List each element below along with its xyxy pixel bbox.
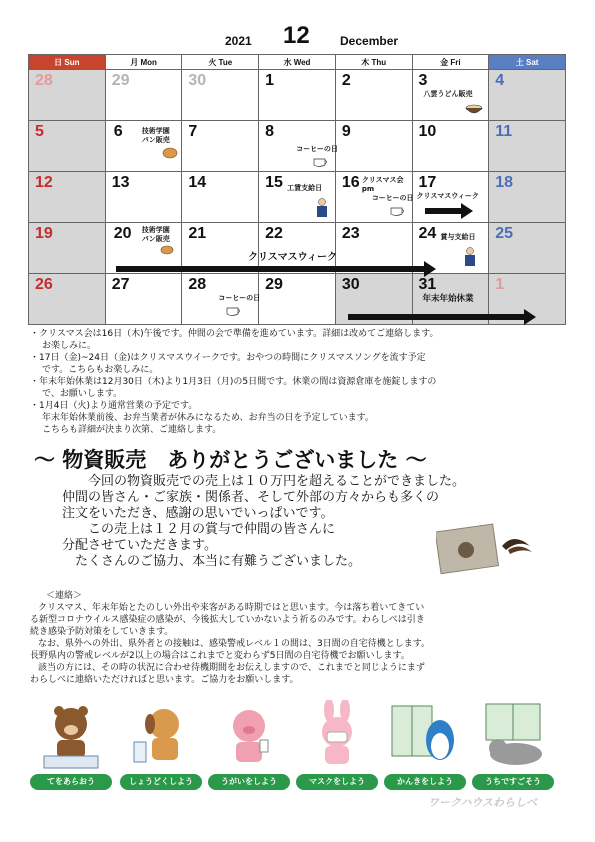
event-coffee-day: コーヒーの日 (296, 145, 338, 153)
footer-logo: ワークハウスわらしべ (428, 796, 538, 809)
day-cell (29, 172, 106, 223)
event-year-end-holiday: 年末年始休業 (422, 294, 474, 304)
weekday-thu: 木 Thu (335, 55, 412, 70)
day-cell (182, 70, 259, 121)
contact-line: 続き感染予防対策をしていきます。 (30, 627, 174, 637)
illustration-gargle (208, 700, 290, 790)
day-number: 8 (265, 123, 275, 140)
illustration-sanitize (120, 700, 202, 790)
contact-line: る新型コロナウイルス感染症の感染が、今後拡大していかないよう祈るのみです。わらしべは引き (30, 615, 425, 625)
event-coffee-day: コーヒーの日 (218, 294, 261, 302)
note-line: ・1月4日（火)より通常営業の予定です。 (30, 401, 198, 411)
day-number: 30 (341, 276, 360, 293)
day-number: 1 (265, 72, 275, 89)
day-number: 21 (188, 225, 207, 242)
event-christmas-party: クリスマス会 (361, 176, 404, 184)
week-row (29, 172, 566, 223)
contact-line: なお、県外への外出、県外者との接触は、感染警戒レベル１の間は、3日間の自宅待機とします。 (38, 639, 431, 649)
day-number: 28 (35, 72, 53, 89)
day-cell (29, 223, 106, 274)
contact-line: クリスマス、年末年始とたのしい外出や来客がある時期ではと思います。今は落ち着いてきてい (38, 603, 425, 613)
day-number: 17 (418, 174, 437, 191)
day-number: 12 (35, 174, 53, 191)
event-bread-sale: パン販売 (141, 235, 170, 243)
day-number: 11 (495, 123, 513, 140)
thanks-title: ～ 物資販売 ありがとうございました ～ (34, 448, 427, 472)
note-line: お楽しみに。 (42, 341, 97, 351)
day-number: 1 (495, 276, 505, 293)
note-line: で、お願いします。 (42, 389, 123, 399)
bread-icon (162, 147, 178, 159)
illustration-mask (296, 700, 378, 790)
day-cell (182, 172, 259, 223)
day-number: 10 (418, 123, 437, 140)
day-number: 29 (265, 276, 283, 293)
event-christmas-week-start: クリスマスウィーク (416, 192, 479, 200)
day-cell (29, 121, 106, 172)
day-cell (259, 70, 336, 121)
day-number: 24 (418, 225, 437, 242)
month-number: 12 (283, 22, 310, 49)
day-cell (335, 70, 412, 121)
note-line: 年末年始休業前後、お弁当業者が休みになるため、お弁当の日を予定しています。 (42, 413, 374, 423)
illustration-ventilate (384, 700, 466, 790)
weekday-mon: 月 Mon (105, 55, 182, 70)
event-coffee-day: コーヒーの日 (371, 194, 414, 202)
bear-washing-hands-icon (30, 700, 112, 772)
event-bonus-payday: 賞与支給日 (440, 233, 476, 241)
day-cell (182, 121, 259, 172)
day-cell (489, 70, 566, 121)
worker-icon (315, 198, 329, 218)
illustration-label: うがいをしよう (208, 774, 290, 790)
day-number: 9 (341, 123, 351, 140)
day-cell (489, 121, 566, 172)
illustration-stay-home (472, 700, 554, 790)
illustration-label: かんきをしよう (384, 774, 466, 790)
event-christmas-party-time: pm (361, 185, 375, 193)
day-number: 31 (418, 276, 437, 293)
contact-heading: ＜連絡＞ (46, 591, 83, 601)
day-cell (29, 274, 106, 325)
illustration-label: てをあらおう (30, 774, 112, 790)
month-name: December (340, 34, 399, 48)
day-cell (259, 172, 336, 223)
week-row (29, 70, 566, 121)
event-udon-sale: 八雲うどん販売 (423, 90, 473, 98)
thanks-line: たくさんのご協力、本当に有難うございました。 (75, 554, 362, 569)
day-number: 23 (341, 225, 360, 242)
day-cell (489, 223, 566, 274)
year-end-holiday-arrow (348, 314, 524, 320)
bread-icon (160, 245, 174, 255)
weekday-sat: 土 Sat (489, 55, 566, 70)
day-number: 29 (111, 72, 130, 89)
christmas-week-arrow (116, 266, 424, 272)
day-number: 22 (265, 225, 283, 242)
day-number: 3 (418, 72, 428, 89)
calendar-header (0, 22, 595, 52)
weekday-sun: 日 Sun (29, 55, 106, 70)
contact-line: わらしべに連絡いただければと思います。ご協力をお願いします。 (30, 675, 299, 685)
note-line: こちらも詳細が決まり次第、ご連絡します。 (42, 425, 222, 435)
udon-bowl-icon (465, 102, 483, 116)
illustration-wash-hands (30, 700, 112, 790)
day-number: 4 (495, 72, 505, 89)
thanks-line: 仲間の皆さん・ご家族・関係者、そして外部の方々からも多くの (62, 490, 440, 505)
christmas-week-arrow-short (425, 208, 461, 214)
penguin-window-icon (384, 700, 466, 772)
worker-icon (463, 247, 477, 267)
week-row (29, 121, 566, 172)
note-line: ・年末年始休業は12月30日（木)より1月3日（月)の5日間です。休業の間は資源倉庫を施錠しますの (30, 377, 437, 387)
year-label: 2021 (225, 34, 252, 48)
calendar-grid (28, 54, 566, 324)
contact-line: 該当の方には、その時の状況に合わせ待機期間をお伝えしますので、これまでと同じようにまず (38, 663, 425, 673)
coffee-cup-icon (226, 306, 242, 317)
day-cell (105, 274, 182, 325)
event-wage-payday: 工賃支給日 (287, 184, 323, 192)
christmas-week-label: クリスマスウィーク (248, 252, 337, 263)
contact-section (30, 590, 578, 686)
day-cell (412, 172, 489, 223)
illustration-label: しょうどくしよう (120, 774, 202, 790)
thanks-line: 注文をいただき、感謝の思いでいっぱいです。 (62, 506, 334, 521)
day-cell (412, 121, 489, 172)
day-number: 18 (495, 174, 514, 191)
day-number: 19 (35, 225, 53, 242)
thanks-line: この売上は１２月の賞与で仲間の皆さんに (88, 522, 336, 537)
day-number: 30 (188, 72, 207, 89)
weekday-tue: 火 Tue (182, 55, 259, 70)
event-bread-sale-org: 技術学園 (141, 127, 170, 135)
thanks-line: 今回の物資販売での売上は１０万円を超えることができました。 (88, 474, 466, 489)
note-line: です。こちらもお楽しみに。 (42, 365, 159, 375)
day-number: 28 (188, 276, 207, 293)
day-cell (259, 121, 336, 172)
sale-goods-photo (436, 520, 536, 578)
day-number: 7 (188, 123, 198, 140)
pig-gargle-icon (208, 700, 290, 772)
thanks-line: 分配させていただきます。 (62, 538, 217, 553)
day-number: 14 (188, 174, 207, 191)
illustration-label: マスクをしよう (296, 774, 378, 790)
coffee-cup-icon (313, 157, 329, 168)
day-number: 15 (265, 174, 283, 191)
event-bread-sale-org: 技術学園 (141, 226, 170, 234)
day-cell (105, 121, 182, 172)
illustration-label: うちですごそう (472, 774, 554, 790)
day-cell (29, 70, 106, 121)
event-bread-sale: パン販売 (141, 136, 170, 144)
rabbit-mask-icon (296, 700, 378, 772)
contact-line: 長野県内の警戒レベルが2以上の場合はこれまでと変わらず5日間の自宅待機でお願いします。 (30, 651, 410, 661)
day-cell (412, 70, 489, 121)
day-cell (259, 274, 336, 325)
notes-section (30, 328, 575, 436)
day-number: 16 (341, 174, 360, 191)
dog-sanitizer-icon (120, 700, 202, 772)
day-cell (335, 172, 412, 223)
day-number: 20 (113, 225, 132, 242)
day-number: 13 (111, 174, 130, 191)
day-number: 2 (341, 72, 351, 89)
weekday-fri: 金 Fri (412, 55, 489, 70)
day-number: 5 (35, 123, 44, 140)
note-line: ・17日（金)~24日（金)はクリスマスウイークです。おやつの時間にクリスマスソングを流す予定 (30, 353, 426, 363)
weekday-wed: 水 Wed (259, 55, 336, 70)
day-number: 6 (113, 123, 123, 140)
note-line: ・クリスマス会は16日（木)午後です。仲間の会で準備を進めています。詳細は改めてご連絡します。 (30, 329, 439, 339)
day-cell (105, 172, 182, 223)
day-cell (335, 121, 412, 172)
coffee-cup-icon (390, 206, 406, 217)
day-number: 25 (495, 225, 514, 242)
day-number: 27 (111, 276, 130, 293)
weekday-header-row (29, 55, 566, 70)
day-cell (182, 274, 259, 325)
day-cell (105, 70, 182, 121)
cat-home-icon (472, 700, 554, 772)
day-number: 26 (35, 276, 53, 293)
day-cell (489, 172, 566, 223)
